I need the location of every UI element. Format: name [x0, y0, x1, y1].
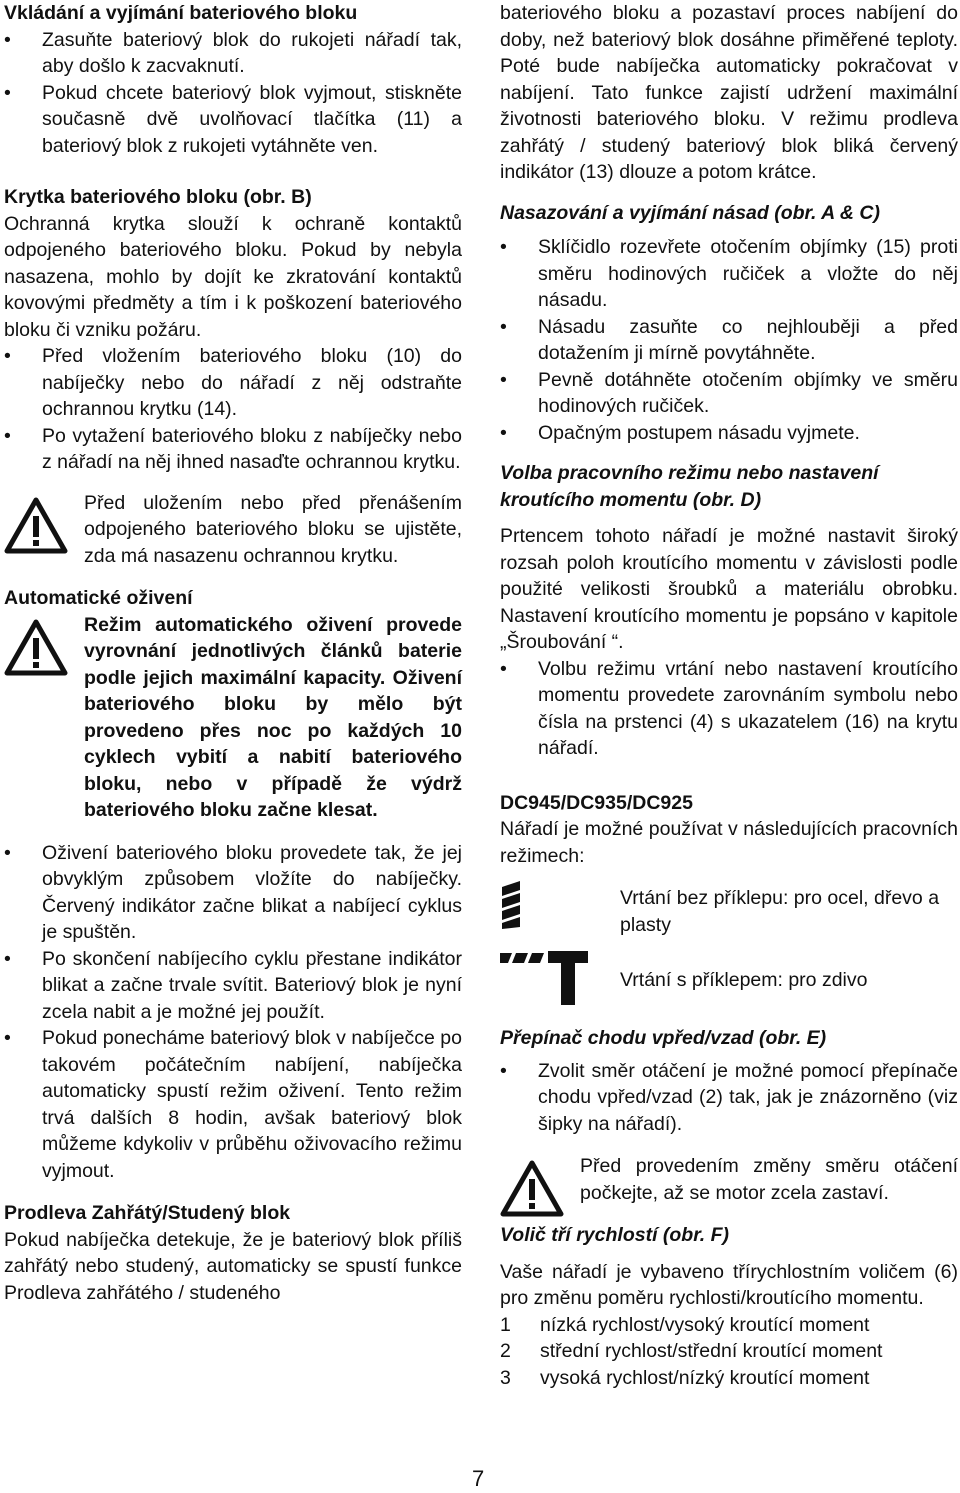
list-item: [500, 1312, 958, 1339]
list-number: 1: [500, 1313, 511, 1336]
list-label: střední rychlost/střední kroutící moment: [540, 1340, 883, 1362]
section-heading-auto-recondition: Automatické oživení: [4, 587, 193, 609]
mode-torque-list: [500, 656, 958, 762]
section-heading-battery-insert: Vkládání a vyjímání bateriového bloku: [4, 2, 358, 24]
section-heading-models: DC945/DC935/DC925: [500, 791, 693, 814]
list-item: • Pevně dotáhněte otočením objímky ve směru hodinových ručiček.: [500, 367, 958, 420]
drill-bit-icon: [500, 881, 524, 929]
list-item: • Volbu režimu vrtání nebo nastavení kroutícího momentu provedete zarovnáním symbolu nebo čísla na prstenci (4) s ukazatelem (16) na krytu nářadí.: [500, 656, 958, 762]
list-item: • Zasuňte bateriový blok do rukojeti nářadí tak, aby došlo k zacvaknutí.: [4, 27, 462, 80]
mode-drill-label: Vrtání bez příklepu: pro ocel, dřevo a plasty: [620, 887, 940, 936]
warning-text: Před provedením změny směru otáčení počkejte, až se motor zcela zastaví.: [580, 1155, 958, 1204]
list-item: • Po skončení nabíjecího cyklu přestane indikátor blikat a začne trvale svítit. Bateriový blok je nyní zcela nabit a je možné jej použít.: [4, 946, 462, 1026]
warning-text: Režim automatického oživení provede vyrovnání jednotlivých článků baterie podle jejich maximální kapacity. Oživení bateriového bloku by mělo být provedeno přes noc po každých 10 cyklech vybití a nabití bateriového bloku, nebo v případě že výdrž bateriového bloku začne klesat.: [84, 613, 462, 821]
warning-cap-storage: [4, 490, 462, 570]
section-heading-hot-cold-delay: Prodleva Zahřátý/Studený blok: [4, 1202, 291, 1224]
left-column: [4, 0, 462, 1306]
list-item: [500, 1365, 958, 1392]
direction-list: [500, 1058, 958, 1138]
mode-torque-paragraph: Prtencem tohoto nářadí je možné nastavit široký rozsah poloh kroutícího momentu v závislosti podle použité velikosti šroubků a materiálu obrobku. Nastavení kroutícího momentu je popsáno v kapitole „Šroubování “.: [500, 525, 958, 653]
mode-drill: [500, 881, 958, 947]
list-item: • Po vytažení bateriového bloku z nabíječky nebo z nářadí na něj ihned nasaďte ochrannou krytku.: [4, 423, 462, 476]
right-column: [500, 0, 958, 1391]
section-heading-bits: Nasazování a vyjímání násad (obr. A & C): [500, 201, 881, 224]
warning-triangle-icon: [4, 496, 68, 554]
mode-hammer-drill-label: Vrtání s příklepem: pro zdivo: [620, 969, 868, 991]
section-heading-battery-cap: Krytka bateriového bloku (obr. B): [4, 186, 312, 208]
hammer-drill-icon: [500, 947, 590, 1007]
warning-triangle-icon: [500, 1159, 564, 1217]
list-item: • Násadu zasuňte co nejhlouběji a před dotažením ji mírně povytáhněte.: [500, 314, 958, 367]
list-item: • Před vložením bateriového bloku (10) do nabíječky nebo do nářadí z něj odstraňte ochrannou krytku (14).: [4, 343, 462, 423]
mode-hammer-drill: [500, 947, 958, 1013]
list-label: vysoká rychlost/nízký kroutící moment: [540, 1366, 870, 1389]
warning-direction-change: [500, 1153, 958, 1206]
hot-cold-continued-paragraph: bateriového bloku a pozastaví proces nabíjení do doby, než bateriový blok dosáhne přiměřené teploty. Poté bude nabíječka automaticky pokračovat v nabíjení. Tato funkce zajistí udržení maximální životnosti bateriového bloku. V režimu prodleva zahřátý / studený bateriový blok bliká červený indikátor (13) dlouze a potom krátce.: [500, 2, 958, 183]
speed-list: [500, 1312, 958, 1392]
page-number: 7: [472, 1466, 485, 1491]
list-number: 3: [500, 1366, 511, 1389]
speed-selector-paragraph: Vaše nářadí je vybaveno třírychlostním voličem (6) pro změnu poměru rychlosti/kroutícího momentu.: [500, 1260, 958, 1309]
list-item: • Opačným postupem násadu vyjmete.: [500, 420, 958, 447]
list-item: • Pokud chcete bateriový blok vyjmout, stiskněte současně dvě uvolňovací tlačítka (11) a bateriový blok z rukojeti vytáhněte ven.: [4, 80, 462, 160]
warning-triangle-icon: [4, 618, 68, 676]
list-number: 2: [500, 1340, 511, 1362]
battery-insert-list: [4, 27, 462, 160]
warning-text: Před uložením nebo před přenášením odpojeného bateriového bloku se ujistěte, zda má nasazenu ochrannou krytku.: [84, 491, 462, 567]
bits-list: [500, 234, 958, 446]
battery-cap-paragraph: Ochranná krytka slouží k ochraně kontaktů odpojeného bateriového bloku. Pokud by nebyla nasazena, mohlo by dojít ke zkratování kontaktů kovovými předměty a tím i k poškození bateriového bloku či vzniku požáru.: [4, 212, 462, 341]
models-paragraph: Nářadí je možné používat v následujících pracovních režimech:: [500, 818, 958, 867]
warning-auto-recondition: [4, 612, 462, 824]
auto-recondition-list: [4, 840, 462, 1185]
hot-cold-paragraph: Pokud nabíječka detekuje, že je bateriový blok příliš zahřátý nebo studený, automaticky se spustí funkce Prodleva zahřátého / studeného: [4, 1228, 462, 1304]
list-label: nízká rychlost/vysoký kroutící moment: [540, 1313, 870, 1336]
battery-cap-list: [4, 343, 462, 476]
section-heading-mode-torque: Volba pracovního režimu nebo nastavení kroutícího momentu (obr. D): [500, 462, 879, 511]
list-item: • Sklíčidlo rozevřete otočením objímky (15) proti směru hodinových ručiček a vložte do něj násadu.: [500, 234, 958, 314]
section-heading-direction-switch: Přepínač chodu vpřed/vzad (obr. E): [500, 1027, 827, 1049]
list-item: • Zvolit směr otáčení je možné pomocí přepínače chodu vpřed/vzad (2) tak, jak je znázorněno (viz šipky na nářadí).: [500, 1058, 958, 1138]
section-heading-speed-selector: Volič tří rychlostí (obr. F): [500, 1224, 729, 1246]
list-item: [500, 1338, 958, 1365]
list-item: • Oživení bateriového bloku provedete tak, že jej obvyklým způsobem vložíte do nabíječky. Červený indikátor začne blikat a nabíjecí cyklus je spuštěn.: [4, 840, 462, 946]
list-item: • Pokud ponecháme bateriový blok v nabíječce po takovém počátečním nabíjení, nabíječka automaticky spustí režim oživení. Tento režim trvá dalších 8 hodin, avšak bateriový blok můžeme kdykoliv v průběhu oživovacího režimu vyjmout.: [4, 1025, 462, 1184]
